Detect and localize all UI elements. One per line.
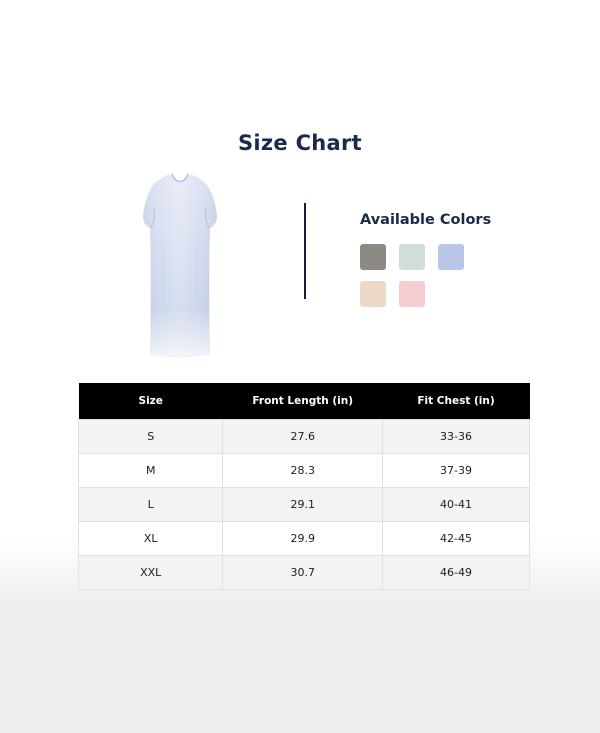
cell-size: XXL: [79, 556, 223, 590]
color-swatch-pale-mint[interactable]: [399, 244, 425, 270]
cell-fit-chest: 46-49: [383, 556, 530, 590]
cell-front-length: 29.9: [223, 522, 383, 556]
color-swatch-beige-sand[interactable]: [360, 281, 386, 307]
color-swatch-blush-pink[interactable]: [399, 281, 425, 307]
table-row: [79, 522, 530, 556]
cell-front-length: 27.6: [223, 420, 383, 454]
cell-size: M: [79, 454, 223, 488]
table-row: [79, 488, 530, 522]
swatch-row-1: [360, 244, 540, 270]
cell-fit-chest: 40-41: [383, 488, 530, 522]
cell-size: S: [79, 420, 223, 454]
table-header-row: [79, 383, 530, 420]
cell-fit-chest: 37-39: [383, 454, 530, 488]
garment-image: [110, 168, 250, 368]
table-header-size: Size: [79, 383, 223, 420]
available-colors-heading: Available Colors: [360, 212, 492, 228]
table-row: [79, 420, 530, 454]
color-swatch-periwinkle-blue[interactable]: [438, 244, 464, 270]
cell-size: XL: [79, 522, 223, 556]
available-colors-section: [360, 212, 540, 318]
swatch-row-2: [360, 281, 540, 307]
cell-front-length: 29.1: [223, 488, 383, 522]
cell-fit-chest: 42-45: [383, 522, 530, 556]
size-table: [78, 383, 530, 590]
tank-top-icon: [110, 168, 250, 368]
vertical-divider: [304, 203, 306, 299]
color-swatch-taupe-gray[interactable]: [360, 244, 386, 270]
page-title: Size Chart: [237, 131, 363, 155]
cell-front-length: 30.7: [223, 556, 383, 590]
table-row: [79, 556, 530, 590]
table-header-front-length: Front Length (in): [223, 383, 383, 420]
cell-fit-chest: 33-36: [383, 420, 530, 454]
table-header-fit-chest: Fit Chest (in): [383, 383, 530, 420]
cell-size: L: [79, 488, 223, 522]
table-row: [79, 454, 530, 488]
cell-front-length: 28.3: [223, 454, 383, 488]
